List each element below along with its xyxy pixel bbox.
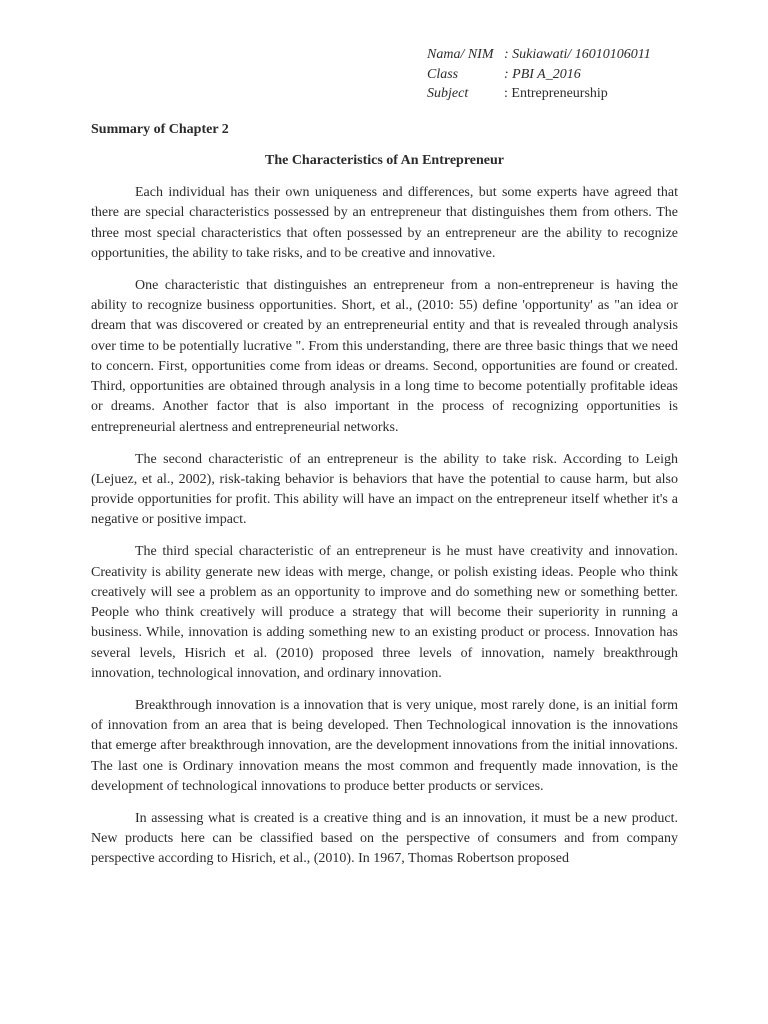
subject-label: Subject: [427, 86, 469, 101]
paragraph-intro: Each individual has their own uniqueness and differences, but some experts have agreed that there are special characteristics possessed by an entrepreneur that distinguishes them from others. The three most special characteristics that often possessed by an entrepreneur are the ability to recognize opportunities, the ability to take risks, and to be creative and innovative.: [91, 185, 678, 261]
name-label: Nama/ NIM: [427, 47, 494, 62]
name-value: : Sukiawati/ 16010106011: [504, 47, 651, 62]
paragraph-opportunities: One characteristic that distinguishes an entrepreneur from a non-entrepreneur is having the ability to recognize business opportunities. Short, et al., (2010: 55) define 'opportunity' as "an idea or dream that was discovered or created by an entrepreneurial entity and that is revealed through analysis over time to be potentially lucrative ". From this understanding, there are three basic things that we need to concern. First, opportunities come from ideas or dreams. Second, opportunities are found or created. Third, opportunities are obtained through analysis in a long time to become potentially profitable ideas or dreams. Another factor that is also important in the process of recognizing opportunities is entrepreneurial alertness and entrepreneurial networks.: [91, 277, 678, 435]
paragraph-creativity: The third special characteristic of an entrepreneur is he must have creativity and innovation. Creativity is ability generate new ideas with merge, change, or polish existing ideas. People who think creatively will see a problem as an opportunity to improve and do something new or something better. People who think creatively will produce a strategy that will become their superiority in running a business. While, innovation is adding something new to an existing product or process. Innovation has several levels, Hisrich et al. (2010) proposed three levels of innovation, namely breakthrough innovation, technological innovation, and ordinary innovation.: [91, 544, 678, 682]
class-value: : PBI A_2016: [504, 66, 581, 82]
header-row-class: [427, 65, 651, 85]
class-label: Class: [427, 66, 459, 82]
paragraph-new-products: In assessing what is created is a creative thing and is an innovation, it must be a new product. New products here can be classified based on the perspective of consumers and from company perspective according to Hisrich, et al., (2010). In 1967, Thomas Robertson proposed: [91, 810, 678, 867]
summary-heading: Summary of Chapter 2: [91, 122, 229, 137]
header-row-name: [427, 45, 651, 65]
subject-value: : Entrepreneurship: [504, 86, 608, 101]
paragraph-risk: The second characteristic of an entrepreneur is the ability to take risk. According to Leigh (Lejuez, et al., 2002), risk-taking behavior is behaviors that have the potential to cause harm, but also provide opportunities for profit. This ability will have an impact on the entrepreneur itself whether it's a negative or positive impact.: [91, 451, 678, 528]
student-info-header: [427, 45, 651, 104]
header-row-subject: [427, 84, 651, 104]
document-title: The Characteristics of An Entrepreneur: [264, 153, 504, 168]
paragraph-innovation-levels: Breakthrough innovation is a innovation that is very unique, most rarely done, is an initial form of innovation from an area that is being developed. Then Technological innovation is the innovations that emerge after breakthrough innovation, are the development innovations from the initial innovations. The last one is Ordinary innovation means the most common and frequently made innovation, is the development of technological innovations to produce better products or services.: [91, 697, 678, 795]
body-text: [91, 183, 678, 881]
